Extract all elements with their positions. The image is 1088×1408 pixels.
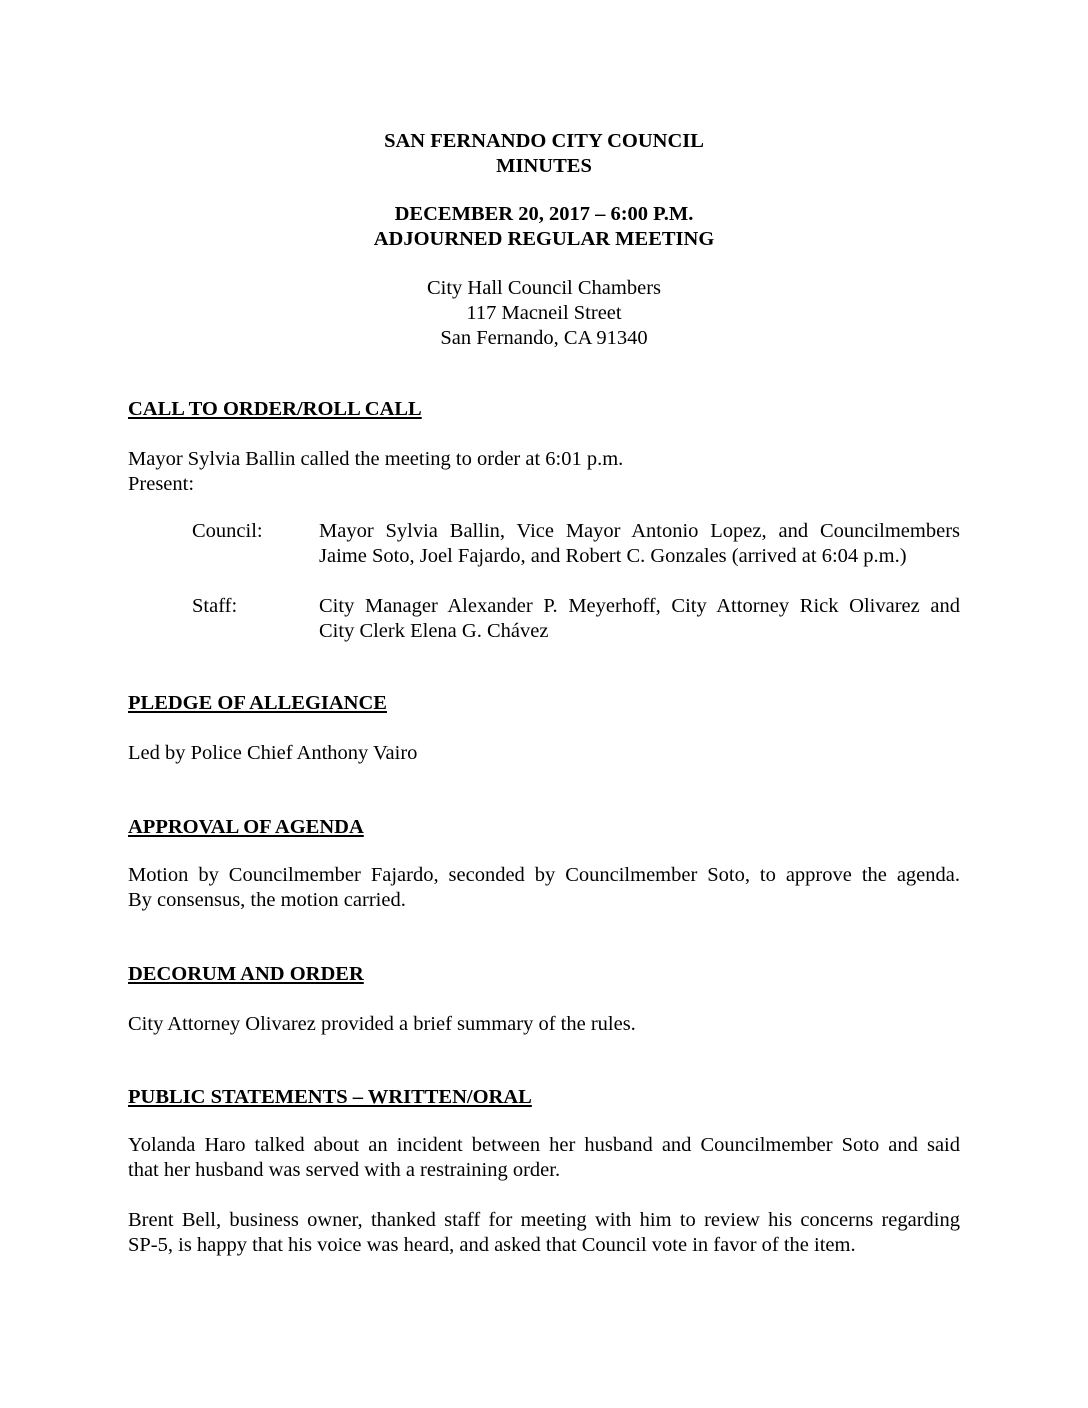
bell-line-2: SP-5, is happy that his voice was heard, and asked that Council vote in favor of the item. — [128, 1234, 856, 1256]
council-members-line-2: Jaime Soto, Joel Fajardo, and Robert C. Gonzales (arrived at 6:04 p.m.) — [319, 545, 907, 567]
agenda-line-1: Motion by Councilmember Fajardo, seconded by Councilmember Soto, to approve the agenda. — [128, 864, 960, 886]
title-line-minutes: MINUTES — [496, 155, 592, 177]
document-title — [128, 129, 960, 179]
title-line-council: SAN FERNANDO CITY COUNCIL — [384, 130, 704, 152]
haro-line-2: that her husband was served with a restraining order. — [128, 1159, 561, 1181]
public-statement-haro — [128, 1133, 960, 1183]
staff-members-line-2: City Clerk Elena G. Chávez — [319, 620, 549, 642]
public-statement-bell — [128, 1208, 960, 1258]
section-heading-pledge: PLEDGE OF ALLEGIANCE — [128, 692, 387, 714]
address-line-3: San Fernando, CA 91340 — [440, 327, 648, 349]
section-heading-public-statements: PUBLIC STATEMENTS – WRITTEN/ORAL — [128, 1086, 532, 1108]
meeting-date: DECEMBER 20, 2017 – 6:00 P.M. — [394, 203, 694, 225]
staff-members-list — [319, 594, 960, 644]
address-line-2: 117 Macneil Street — [466, 302, 622, 324]
agenda-paragraph — [128, 863, 960, 913]
council-members-line-1: Mayor Sylvia Ballin, Vice Mayor Antonio Lopez, and Councilmembers — [319, 520, 960, 542]
meeting-address — [128, 276, 960, 351]
council-members-list — [319, 519, 960, 569]
section-heading-roll-call: CALL TO ORDER/ROLL CALL — [128, 398, 422, 420]
meeting-type: ADJOURNED REGULAR MEETING — [373, 228, 715, 250]
section-heading-agenda: APPROVAL OF AGENDA — [128, 816, 364, 838]
council-label: Council: — [192, 520, 263, 542]
meeting-date-block — [128, 202, 960, 252]
present-label: Present: — [128, 473, 195, 495]
roll-call-intro — [128, 447, 960, 497]
bell-line-1: Brent Bell, business owner, thanked staff for meeting with him to review his concerns regarding — [128, 1209, 960, 1231]
agenda-line-2: By consensus, the motion carried. — [128, 889, 406, 911]
decorum-text: City Attorney Olivarez provided a brief summary of the rules. — [128, 1013, 636, 1035]
staff-members-line-1: City Manager Alexander P. Meyerhoff, City Attorney Rick Olivarez and — [319, 595, 960, 617]
staff-label: Staff: — [192, 595, 238, 617]
pledge-text: Led by Police Chief Anthony Vairo — [128, 742, 418, 764]
section-heading-decorum: DECORUM AND ORDER — [128, 963, 364, 985]
call-to-order-text: Mayor Sylvia Ballin called the meeting to order at 6:01 p.m. — [128, 448, 624, 470]
address-line-1: City Hall Council Chambers — [426, 277, 662, 299]
haro-line-1: Yolanda Haro talked about an incident between her husband and Councilmember Soto and said — [128, 1134, 960, 1156]
